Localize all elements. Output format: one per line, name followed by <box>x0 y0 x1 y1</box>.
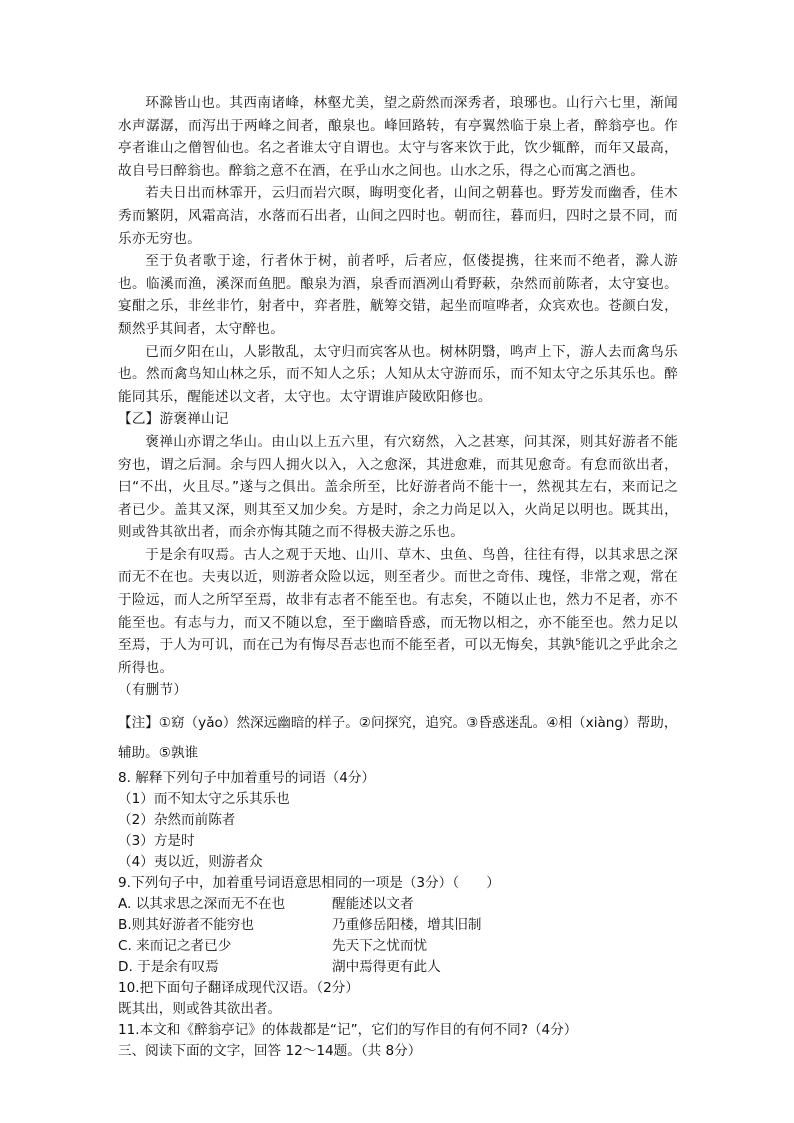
option-c-right: 先天下之忧而忧 <box>332 938 428 955</box>
question-8-stem: 8. 解释下列句子中加着重号的词语（4分） <box>118 770 376 787</box>
annotations <box>118 708 678 768</box>
question-8-item: （3）方是时 <box>118 833 195 850</box>
option-d-right: 湖中焉得更有此人 <box>332 959 441 976</box>
option-c <box>118 936 678 957</box>
yi-title: 【乙】游褒禅山记 <box>118 411 229 428</box>
question-10-sentence: 既其出，则或咎其欲出者。 <box>118 1001 282 1018</box>
question-10-stem: 10.把下面句子翻译成现代汉语。（2分） <box>118 980 359 997</box>
question-8-item: （2）杂然而前陈者 <box>118 812 236 829</box>
document-page <box>118 92 678 1062</box>
question-10 <box>118 978 678 1020</box>
question-9-stem: 9.下列句子中，加着重号词语意思相同的一项是（3分）（ ） <box>118 875 500 892</box>
option-d-left: D. 于是余有叹焉 <box>118 959 219 976</box>
option-b-left: B.则其好游者不能穷也 <box>118 917 254 934</box>
option-a-left: A. 以其求思之深而无不在也 <box>118 896 286 913</box>
section-3-heading: 三、阅读下面的文字，回答 12～14题。（共 8分） <box>118 1043 422 1060</box>
jia-paragraph-2: 若夫日出而林霏开，云归而岩穴暝，晦明变化者，山间之朝暮也。野芳发而幽香，佳木秀而繁阴，风霜高洁，水落而石出者，山间之四时也。朝而往，暮而归，四时之景不同，而乐亦无穷也。 <box>118 185 678 247</box>
option-a-right: 醒能述以文者 <box>332 896 414 913</box>
yi-paragraph-1: 褒禅山亦谓之华山。由山以上五六里，有穴窈然，入之甚寒，问其深，则其好游者不能穷也，谓之后洞。余与四人拥火以入，入之愈深，其进愈难，而其见愈奇。有怠而欲出者，曰“不出，火且尽。”遂与之俱出。盖余所至，比好游者尚不能十一，然视其左右，来而记之者已少。盖其又深，则其至又加少矣。方是时，余之力尚足以入，火尚足以明也。既其出，则或咎其欲出者，而余亦悔其随之而不得极夫游之乐也。 <box>118 433 678 541</box>
option-a <box>118 894 678 915</box>
question-8-item: （4）夷以近，则游者众 <box>118 854 263 871</box>
option-d <box>118 957 678 978</box>
annotation-line-1: 【注】①窈（yǎo）然深远幽暗的样子。②问探究，追究。③昏惑迷乱。④相（xiàng）帮助， <box>118 715 678 732</box>
option-b <box>118 915 678 936</box>
option-c-left: C. 来而记之者已少 <box>118 938 232 955</box>
jia-paragraph-1: 环滁皆山也。其西南诸峰，林壑尤美，望之蔚然而深秀者，琅琊也。山行六七里，渐闻水声潺潺，而泻出于两峰之间者，酿泉也。峰回路转，有亭翼然临于泉上者，醉翁亭也。作亭者谁山之僧智仙也。名之者谁太守自谓也。太守与客来饮于此，饮少辄醉，而年又最高，故自号曰醉翁也。醉翁之意不在酒，在乎山水之间也。山水之乐，得之心而寓之酒也。 <box>118 95 678 179</box>
jia-paragraph-4: 已而夕阳在山，人影散乱，太守归而宾客从也。树林阴翳，鸣声上下，游人去而禽鸟乐也。然而禽鸟知山林之乐，而不知人之乐；人知从太守游而乐，而不知太守之乐其乐也。醉能同其乐，醒能述以文者，太守也。太守谓谁庐陵欧阳修也。 <box>118 343 678 405</box>
question-9 <box>118 873 678 978</box>
annotation-line-2: 辅助。⑤孰谁 <box>118 745 199 762</box>
yi-paragraph-2: 于是余有叹焉。古人之观于天地、山川、草木、虫鱼、鸟兽，往往有得，以其求思之深而无不在也。夫夷以近，则游者众险以远，则至者少。而世之奇伟、瑰怪，非常之观，常在于险远，而人之所罕至焉，故非有志者不能至也。有志矣，不随以止也，然力不足者，亦不能至也。有志与力，而又不随以怠，至于幽暗昏惑，而无物以相之，亦不能至也。然力足以至焉，于人为可讥，而在己为有悔尽吾志也而不能至者，可以无悔矣，其孰⁵能讥之乎此余之所得也。 <box>118 546 678 676</box>
question-8 <box>118 768 678 873</box>
option-b-right: 乃重修岳阳楼，增其旧制 <box>332 917 482 934</box>
question-8-item: （1）而不知太守之乐其乐也 <box>118 791 290 808</box>
question-11-stem: 11.本文和《醉翁亭记》的体裁都是“记”，它们的写作目的有何不同?（4分） <box>118 1022 578 1039</box>
jia-paragraph-3: 至于负者歌于途，行者休于树，前者呼，后者应，伛偻提携，往来而不绝者，滁人游也。临溪而渔，溪深而鱼肥。酿泉为酒，泉香而酒冽山肴野蔌，杂然而前陈者，太守宴也。宴酣之乐，非丝非竹，射者中，弈者胜，觥筹交错，起坐而喧哗者，众宾欢也。苍颜白发，颓然乎其间者，太守醉也。 <box>118 253 678 337</box>
abridged-note: （有删节） <box>118 682 188 699</box>
